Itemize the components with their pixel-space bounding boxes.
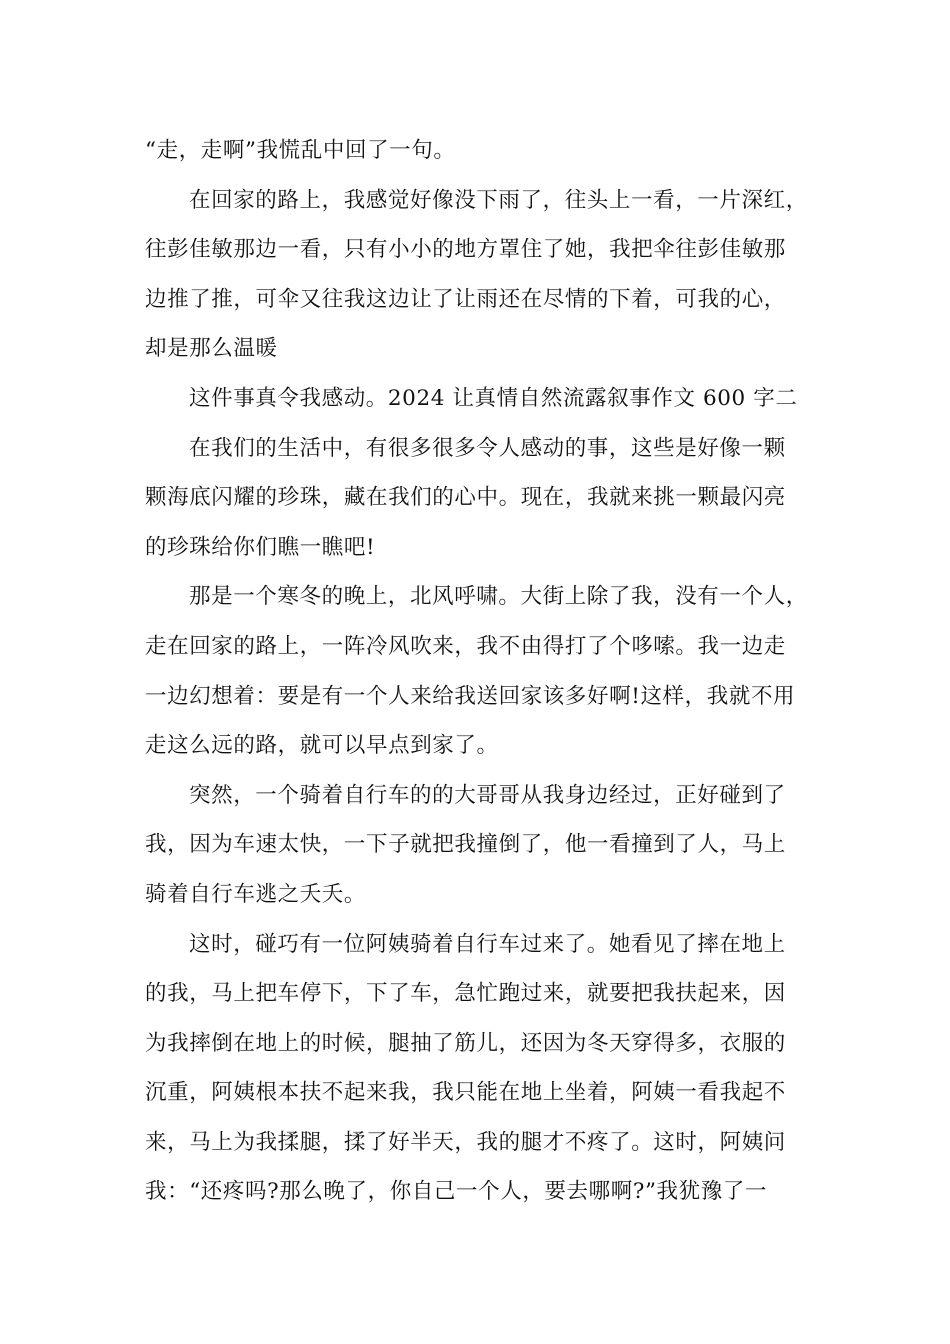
text-line: 突然，一个骑着自行车的的大哥哥从我身边经过，正好碰到了 xyxy=(189,782,786,808)
text-line: 往彭佳敏那边一看，只有小小的地方罩住了她，我把伞往彭佳敏那 xyxy=(145,237,786,263)
text-line: 这时，碰巧有一位阿姨骑着自行车过来了。她看见了摔在地上 xyxy=(189,931,786,957)
text-line: 我，因为车速太快，一下子就把我撞倒了，他一看撞到了人，马上 xyxy=(145,832,786,858)
essay-body xyxy=(145,126,810,1217)
text-line: 那是一个寒冬的晚上，北风呼啸。大街上除了我，没有一个人， xyxy=(189,584,808,610)
text-line: 走在回家的路上，一阵冷风吹来，我不由得打了个哆嗦。我一边走 xyxy=(145,633,786,659)
text-line: 我：“还疼吗?那么晚了，你自己一个人，要去哪啊?”我犹豫了一 xyxy=(145,1179,768,1205)
text-line: 颗海底闪耀的珍珠，藏在我们的心中。现在，我就来挑一颗最闪亮 xyxy=(145,485,786,511)
text-line: 在回家的路上，我感觉好像没下雨了，往头上一看，一片深红， xyxy=(189,187,808,213)
text-line: 边推了推，可伞又往我这边让了让雨还在尽情的下着，可我的心， xyxy=(145,286,786,312)
text-line: 为我摔倒在地上的时候，腿抽了筋儿，还因为冬天穿得多，衣服的 xyxy=(145,1030,786,1056)
text-line: 来，马上为我揉腿，揉了好半天，我的腿才不疼了。这时，阿姨问 xyxy=(145,1129,786,1155)
text-line: 一边幻想着：要是有一个人来给我送回家该多好啊!这样，我就不用 xyxy=(145,683,796,709)
text-line: “走，走啊”我慌乱中回了一句。 xyxy=(145,138,456,163)
text-line: 的我，马上把车停下，下了车，急忙跑过来，就要把我扶起来，因 xyxy=(145,981,786,1007)
text-line: 这件事真令我感动。2024 让真情自然流露叙事作文 600 字二 xyxy=(189,385,798,411)
text-line: 骑着自行车逃之夭夭。 xyxy=(145,881,367,907)
text-line: 走这么远的路，就可以早点到家了。 xyxy=(145,733,499,759)
text-line: 沉重，阿姨根本扶不起来我，我只能在地上坐着，阿姨一看我起不 xyxy=(145,1080,786,1106)
text-line: 却是那么温暖 xyxy=(145,336,278,362)
text-line: 的珍珠给你们瞧一瞧吧! xyxy=(145,534,376,560)
text-line: 在我们的生活中，有很多很多令人感动的事，这些是好像一颗 xyxy=(189,435,786,461)
